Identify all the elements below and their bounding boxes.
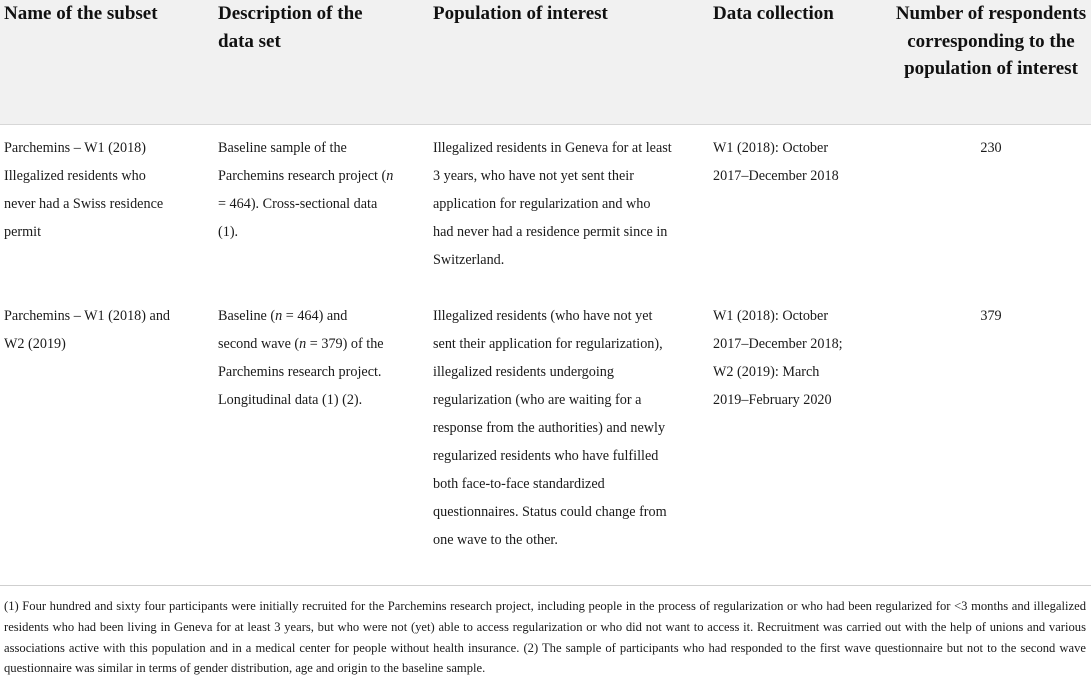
header-population: Population of interest bbox=[433, 3, 608, 24]
cell-population: Illegalized residents (who have not yet sent their application for regularization), illegalized residents undergoing regularization (who are waiting for a response from the authorities) and newly regularized residents who have fulfilled both face-to-face standardized questionnaires. Status could change from one wave to the other. bbox=[433, 308, 667, 548]
table-header bbox=[0, 0, 1091, 125]
table-footnote: (1) Four hundred and sixty four participants were initially recruited for the Parchemins research project, including people in the process of regularization or who had been regularized for <3 months and illegalized residents who had been living in Geneva for at least 3 years, but who were not (yet) able to access regularization or who did not want to access it. Recruitment was carried out with the help of unions and various associations active with this population and in a medical center for people without health insurance. (2) The sample of participants who had responded to the first wave questionnaire but not to the second wave questionnaire was similar in terms of gender distribution, age and origin to the baseline sample. bbox=[4, 599, 1086, 676]
footnote-divider bbox=[0, 585, 1091, 586]
cell-description: Baseline sample of the Parchemins research project (n = 464). Cross-sectional data (1). bbox=[218, 140, 394, 240]
header-number-of-respondents: Number of respondents corresponding to the population of interest bbox=[895, 3, 1087, 79]
cell-data-collection: W1 (2018): October 2017–December 2018; W2 (2019): March 2019–February 2020 bbox=[713, 308, 843, 408]
cell-population: Illegalized residents in Geneva for at least 3 years, who have not yet sent their application for regularization and who had never had a residence permit since in Switzerland. bbox=[433, 140, 672, 268]
cell-respondents: 379 bbox=[980, 308, 1002, 324]
cell-subset-name: Parchemins – W1 (2018) Illegalized residents who never had a Swiss residence permit bbox=[4, 140, 164, 240]
cell-respondents: 230 bbox=[980, 140, 1002, 156]
header-data-collection: Data collection bbox=[713, 3, 834, 24]
header-description: Description of the data set bbox=[218, 3, 363, 52]
cell-data-collection: W1 (2018): October 2017–December 2018 bbox=[713, 140, 839, 184]
cell-description: Baseline (n = 464) and second wave (n = 379) of the Parchemins research project. Longitudinal data (1) (2). bbox=[218, 308, 384, 408]
cell-subset-name: Parchemins – W1 (2018) and W2 (2019) bbox=[4, 308, 171, 352]
header-name-of-subset: Name of the subset bbox=[4, 3, 158, 24]
